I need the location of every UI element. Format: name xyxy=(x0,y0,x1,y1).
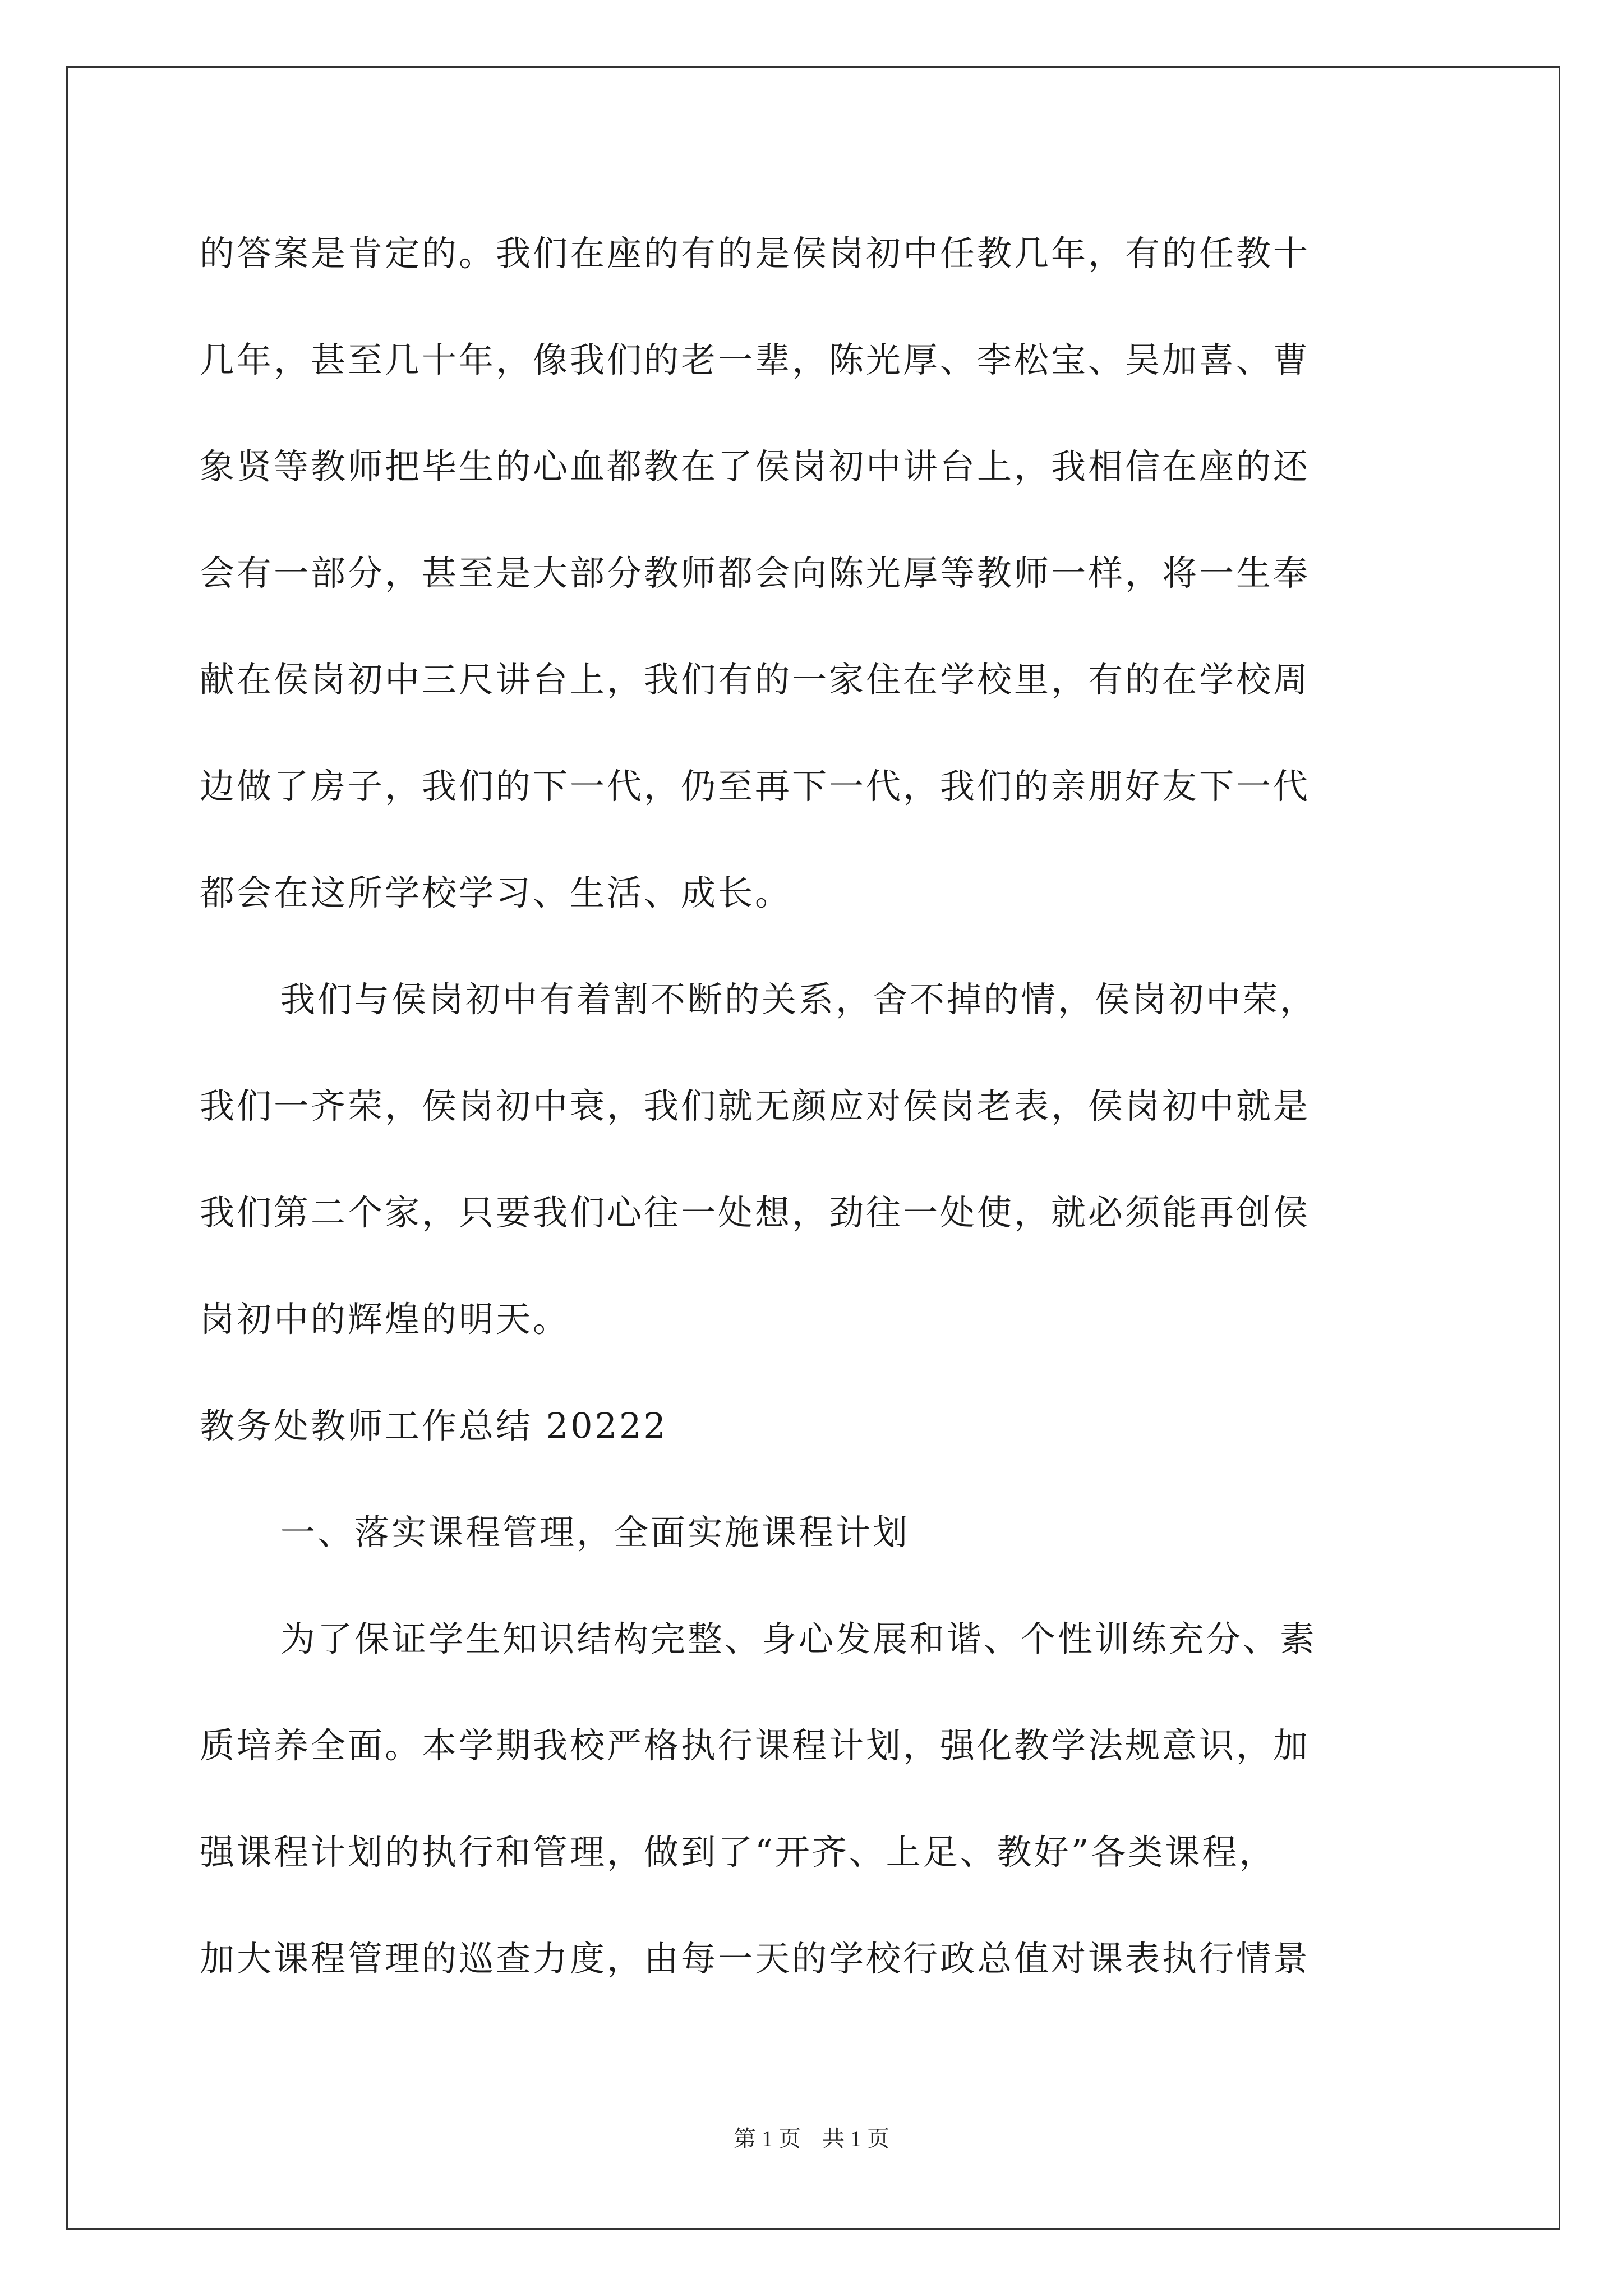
page-footer xyxy=(0,2125,1623,2153)
paragraph-1-line-1: 的答案是肯定的。我们在座的有的是侯岗初中任教几年，有的任教十 xyxy=(200,233,1311,274)
paragraph-1-line-5: 献在侯岗初中三尺讲台上，我们有的一家住在学校里，有的在学校周 xyxy=(200,659,1311,700)
page-total: 共 1 页 xyxy=(822,2126,889,2151)
page-number: 第 1 页 xyxy=(734,2126,801,2151)
paragraph-1-line-2: 几年，甚至几十年，像我们的老一辈，陈光厚、李松宝、吴加喜、曹 xyxy=(200,339,1311,380)
paragraph-2-line-4: 岗初中的辉煌的明天。 xyxy=(200,1299,570,1340)
page-border xyxy=(66,66,1560,2230)
paragraph-1-line-3: 象贤等教师把毕生的心血都教在了侯岗初中讲台上，我相信在座的还 xyxy=(200,446,1311,487)
section-title: 教务处教师工作总结 20222 xyxy=(200,1405,668,1446)
paragraph-1-line-7: 都会在这所学校学习、生活、成长。 xyxy=(200,872,792,913)
paragraph-3-line-2: 质培养全面。本学期我校严格执行课程计划，强化教学法规意识，加 xyxy=(200,1725,1311,1766)
paragraph-3-line-4: 加大课程管理的巡查力度，由每一天的学校行政总值对课表执行情景 xyxy=(200,1938,1311,1979)
paragraph-2-line-1: 我们与侯岗初中有着割不断的关系，舍不掉的情，侯岗初中荣， xyxy=(280,979,1317,1020)
paragraph-1-line-4: 会有一部分，甚至是大部分教师都会向陈光厚等教师一样，将一生奉 xyxy=(200,553,1311,593)
paragraph-3-line-3: 强课程计划的执行和管理，做到了“开齐、上足、教好”各类课程， xyxy=(200,1832,1276,1872)
paragraph-3-line-1: 为了保证学生知识结构完整、身心发展和谐、个性训练充分、素 xyxy=(280,1618,1317,1659)
paragraph-1-line-6: 边做了房子，我们的下一代，仍至再下一代，我们的亲朋好友下一代 xyxy=(200,766,1311,807)
paragraph-2-line-3: 我们第二个家，只要我们心往一处想，劲往一处使，就必须能再创侯 xyxy=(200,1192,1311,1233)
subheading: 一、落实课程管理，全面实施课程计划 xyxy=(280,1512,910,1553)
paragraph-2-line-2: 我们一齐荣，侯岗初中衰，我们就无颜应对侯岗老表，侯岗初中就是 xyxy=(200,1085,1311,1126)
